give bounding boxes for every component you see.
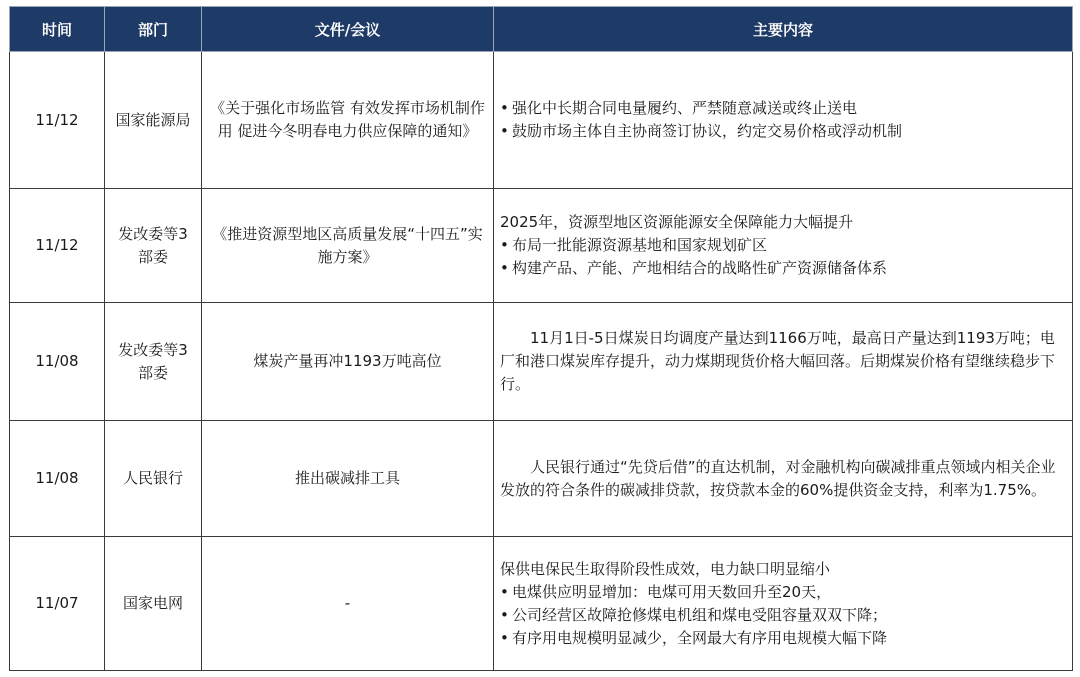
cell-content <box>494 421 1073 537</box>
table-row <box>10 189 1073 303</box>
bullet-text: 布局一批能源资源基地和国家规划矿区 <box>512 236 768 254</box>
cell-date: 11/12 <box>10 189 105 303</box>
cell-content <box>494 303 1073 421</box>
table-row <box>10 537 1073 671</box>
cell-document: 《关于强化市场监管 有效发挥市场机制作用 促进今冬明春电力供应保障的通知》 <box>202 52 494 189</box>
header-department: 部门 <box>105 7 202 52</box>
bullet-item <box>500 97 1066 120</box>
cell-date: 11/08 <box>10 303 105 421</box>
bullet-icon: • <box>500 582 509 601</box>
content-paragraph: 11月1日-5日煤炭日均调度产量达到1166万吨，最高日产量达到1193万吨；电厂和港口煤炭库存提升，动力煤期现货价格大幅回落。后期煤炭价格有望继续稳步下行。 <box>500 329 1056 393</box>
cell-document: 推出碳减排工具 <box>202 421 494 537</box>
bullet-text: 电煤供应明显增加：电煤可用天数回升至20天， <box>512 582 832 601</box>
cell-content <box>494 537 1073 671</box>
bullet-icon: • <box>500 99 509 117</box>
bullet-icon: • <box>500 259 509 277</box>
bullet-text: 公司经营区故障抢修煤电机组和煤电受阻容量双双下降； <box>512 605 888 624</box>
header-document: 文件/会议 <box>202 7 494 52</box>
bullet-item <box>500 257 1066 280</box>
table-row <box>10 303 1073 421</box>
content-lead: 保供电保民生取得阶段性成效，电力缺口明显缩小 <box>500 559 831 578</box>
content-lead: 2025年，资源型地区资源能源安全保障能力大幅提升 <box>500 213 854 231</box>
bullet-item <box>500 120 1066 143</box>
bullet-item <box>500 604 1066 627</box>
cell-document: 煤炭产量再冲1193万吨高位 <box>202 303 494 421</box>
cell-department: 人民银行 <box>105 421 202 537</box>
cell-document: 《推进资源型地区高质量发展“十四五”实施方案》 <box>202 189 494 303</box>
content-paragraph: 人民银行通过“先贷后借”的直达机制，对金融机构向碳减排重点领域内相关企业发放的符合条件的碳减排贷款，按贷款本金的60%提供资金支持，利率为1.75%。 <box>500 457 1056 499</box>
cell-content <box>494 189 1073 303</box>
header-content: 主要内容 <box>494 7 1073 52</box>
cell-content <box>494 52 1073 189</box>
cell-department: 国家电网 <box>105 537 202 671</box>
bullet-text: 构建产品、产能、产地相结合的战略性矿产资源储备体系 <box>512 259 888 277</box>
cell-document: - <box>202 537 494 671</box>
bullet-text: 鼓励市场主体自主协商签订协议，约定交易价格或浮动机制 <box>512 122 903 140</box>
bullet-icon: • <box>500 236 509 254</box>
cell-department: 发改委等3部委 <box>105 189 202 303</box>
cell-department: 发改委等3部委 <box>105 303 202 421</box>
bullet-icon: • <box>500 605 509 624</box>
cell-department: 国家能源局 <box>105 52 202 189</box>
bullet-icon: • <box>500 122 509 140</box>
bullet-text: 强化中长期合同电量履约、严禁随意减送或终止送电 <box>512 99 858 117</box>
cell-date: 11/07 <box>10 537 105 671</box>
bullet-item <box>500 581 1066 604</box>
policy-table <box>9 6 1073 671</box>
header-date: 时间 <box>10 7 105 52</box>
header-row <box>10 7 1073 52</box>
cell-date: 11/08 <box>10 421 105 537</box>
table-row <box>10 421 1073 537</box>
bullet-icon: • <box>500 628 509 647</box>
table-row <box>10 52 1073 189</box>
bullet-text: 有序用电规模明显减少，全网最大有序用电规模大幅下降 <box>512 628 888 647</box>
bullet-item <box>500 234 1066 257</box>
bullet-item <box>500 627 1066 650</box>
cell-date: 11/12 <box>10 52 105 189</box>
